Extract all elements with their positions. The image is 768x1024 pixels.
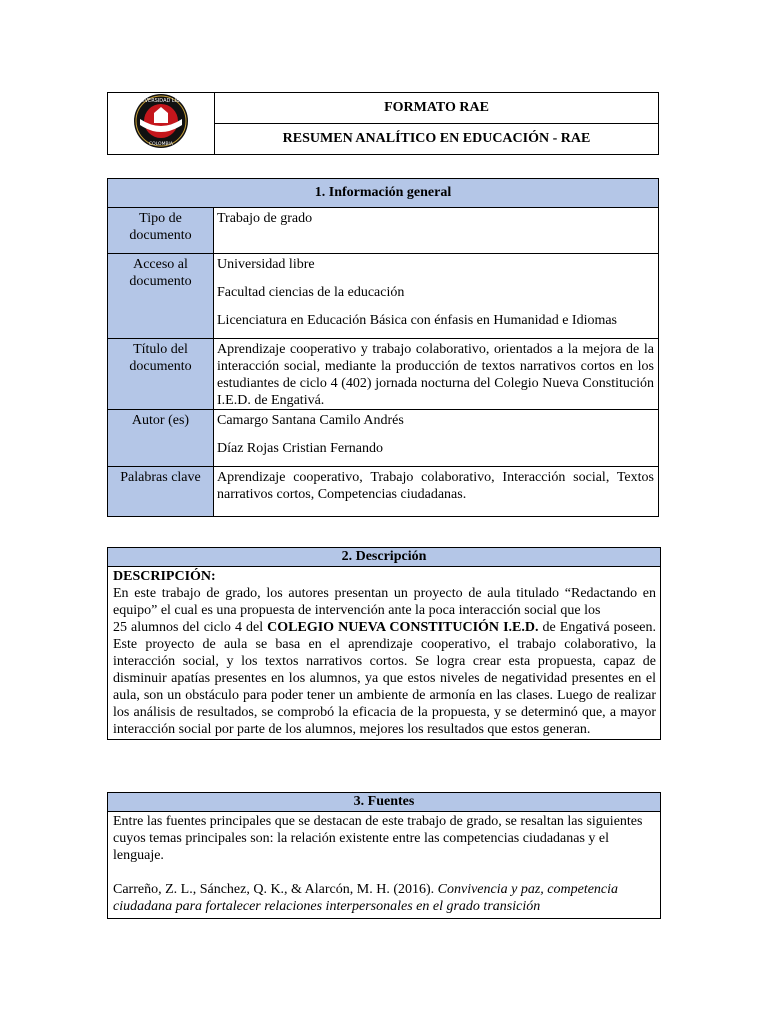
reference-title: Convivencia y paz, competencia ciudadana para fortalecer relaciones interpersonales en el grado transición — [113, 882, 619, 914]
row-value — [214, 410, 659, 467]
description-part-2: 25 alumnos del ciclo 4 del — [113, 620, 268, 635]
general-info-table — [107, 178, 659, 517]
rae-header-table — [107, 92, 659, 155]
author-1: Camargo Santana Camilo Andrés — [217, 413, 404, 428]
access-line-3: Licenciatura en Educación Básica con énfasis en Humanidad e Idiomas — [217, 313, 618, 328]
access-line-1: Universidad libre — [217, 257, 315, 272]
table-row — [108, 410, 659, 467]
section-heading-general-info: 1. Información general — [108, 179, 659, 208]
table-row — [108, 254, 659, 339]
row-value — [214, 254, 659, 339]
logo-top-text: UNIVERSIDAD LIBRE — [135, 98, 187, 104]
document-title-value: Aprendizaje cooperativo y trabajo colaborativo, orientados a la mejora de la interacción social, mediante la producción de textos narrativos cortos en los estudiantes de ciclo 4 (402) jornada nocturna del Colegio Nueva Constitución I.E.D. de Engativá. — [217, 342, 654, 408]
row-value — [214, 467, 659, 517]
section-heading-sources: 3. Fuentes — [108, 793, 661, 812]
school-name: COLEGIO NUEVA CONSTITUCIÓN I.E.D. — [267, 620, 539, 635]
sources-body — [108, 812, 661, 919]
format-title: FORMATO RAE — [215, 93, 659, 124]
description-body — [108, 567, 661, 740]
reference-authors: Carreño, Z. L., Sánchez, Q. K., & Alarcón, M. H. (2016). — [113, 882, 438, 897]
keywords-value: Aprendizaje cooperativo, Trabajo colaborativo, Interacción social, Textos narrativos cortos, Competencias ciudadanas. — [217, 470, 654, 502]
logo-bottom-text: COLOMBIA — [149, 142, 173, 147]
table-row — [108, 339, 659, 410]
row-value — [214, 339, 659, 410]
format-subtitle: RESUMEN ANALÍTICO EN EDUCACIÓN - RAE — [215, 124, 659, 155]
description-part-3: de Engativá poseen. Este proyecto de aula se basa en el aprendizaje cooperativo, el trabajo colaborativo, la interacción social, y los textos narrativos cortos. Se logra crear esta propuesta, capaz de disminuir apatías presentes en los alumnos, ya que estos niveles de negatividad presentes en el aula, son un obstáculo para poder tener un ambiente de armonía en las clases. Luego de realizar los análisis de resultados, se comprobó la eficacia de la propuesta, y se determinó que, a mayor interacción social por parte de los alumnos, mejores los resultados que estos generan. — [113, 620, 656, 737]
sources-intro: Entre las fuentes principales que se destacan de este trabajo de grado, se resaltan las siguientes cuyos temas principales son: la relación existente entre las competencias ciudadanas y el lenguaje. — [113, 814, 643, 863]
table-row — [108, 208, 659, 254]
document-type-value: Trabajo de grado — [217, 211, 313, 226]
row-label: Palabras clave — [108, 467, 214, 517]
section-heading-description: 2. Descripción — [108, 548, 661, 567]
table-row — [108, 467, 659, 517]
row-label: Tipo de documento — [108, 208, 214, 254]
university-logo-cell — [108, 93, 215, 155]
university-seal-icon — [132, 93, 190, 149]
description-part-1: En este trabajo de grado, los autores presentan un proyecto de aula titulado “Redactando en equipo” el cual es una propuesta de intervención ante la poca interacción social que los — [113, 586, 656, 618]
description-table — [107, 547, 661, 740]
description-text — [113, 585, 656, 738]
row-label: Acceso al documento — [108, 254, 214, 339]
sources-table — [107, 792, 661, 919]
row-value — [214, 208, 659, 254]
author-2: Díaz Rojas Cristian Fernando — [217, 441, 384, 456]
access-line-2: Facultad ciencias de la educación — [217, 285, 405, 300]
sources-reference — [113, 881, 656, 915]
description-title: DESCRIPCIÓN: — [113, 569, 216, 584]
row-label: Título del documento — [108, 339, 214, 410]
row-label: Autor (es) — [108, 410, 214, 467]
